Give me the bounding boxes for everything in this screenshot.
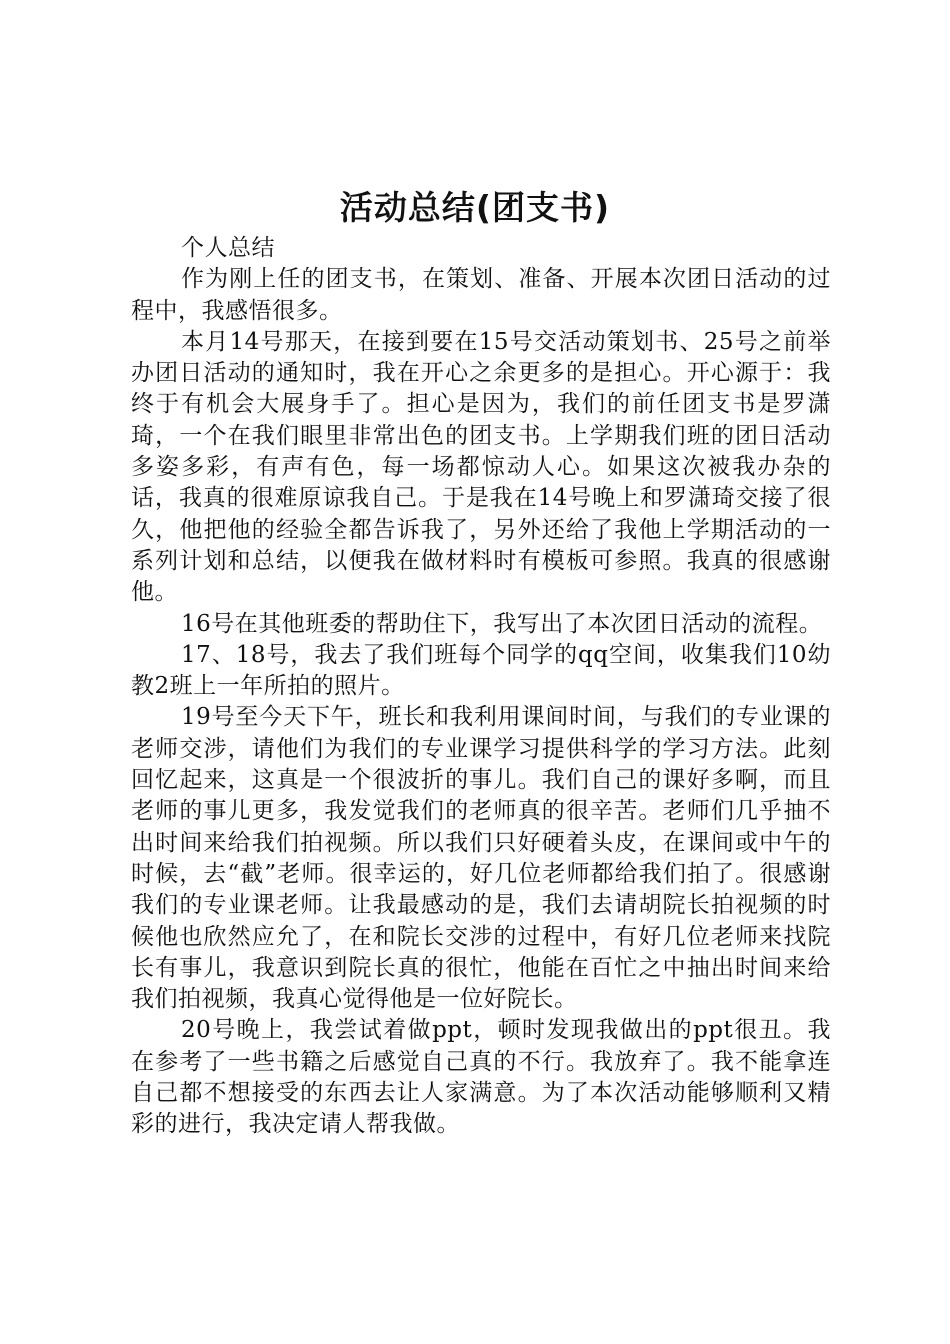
document-title: 活动总结(团支书) (339, 188, 611, 227)
paragraph: 20号晚上，我尝试着做ppt，顿时发现我做出的ppt很丑。我在参考了一些书籍之后感觉自己真的不行。我放弃了。我不能拿连自己都不想接受的东西去让人家满意。为了本次活动能够顺利又精彩的进行，我决定请人帮我做。 (131, 1017, 831, 1138)
document-body (131, 233, 831, 1141)
paragraph: 17、18号，我去了我们班每个同学的qq空间，收集我们10幼教2班上一年所拍的照片。 (131, 641, 831, 700)
paragraph: 作为刚上任的团支书，在策划、准备、开展本次团日活动的过程中，我感悟很多。 (131, 266, 831, 324)
paragraph: 16号在其他班委的帮助住下，我写出了本次团日活动的流程。 (181, 610, 823, 637)
paragraph: 本月14号那天，在接到要在15号交活动策划书、25号之前举办团日活动的通知时，我在开心之余更多的是担心。开心源于：我终于有机会大展身手了。担心是因为，我们的前任团支书是罗潇琦，一个在我们眼里非常出色的团支书。上学期我们班的团日活动多姿多彩，有声有色，每一场都惊动人心。如果这次被我办杂的话，我真的很难原谅我自己。于是我在14号晚上和罗潇琦交接了很久，他把他的经验全都告诉我了，另外还给了我他上学期活动的一系列计划和总结，以便我在做材料时有模板可参照。我真的很感谢他。 (131, 328, 831, 606)
paragraph: 19号至今天下午，班长和我利用课间时间，与我们的专业课的老师交涉，请他们为我们的专业课学习提供科学的学习方法。此刻回忆起来，这真是一个很波折的事儿。我们自己的课好多啊，而且老师的事儿更多，我发觉我们的老师真的很辛苦。老师们几乎抽不出时间来给我们拍视频。所以我们只好硬着头皮，在课间或中午的时候，去“截”老师。很幸运的，好几位老师都给我们拍了。很感谢我们的专业课老师。让我最感动的是，我们去请胡院长拍视频的时候他也欣然应允了，在和院长交涉的过程中，有好几位老师来找院长有事儿，我意识到院长真的很忙，他能在百忙之中抽出时间来给我们拍视频，我真心觉得他是一位好院长。 (131, 704, 831, 1013)
paragraph-heading: 个人总结 (181, 235, 275, 261)
